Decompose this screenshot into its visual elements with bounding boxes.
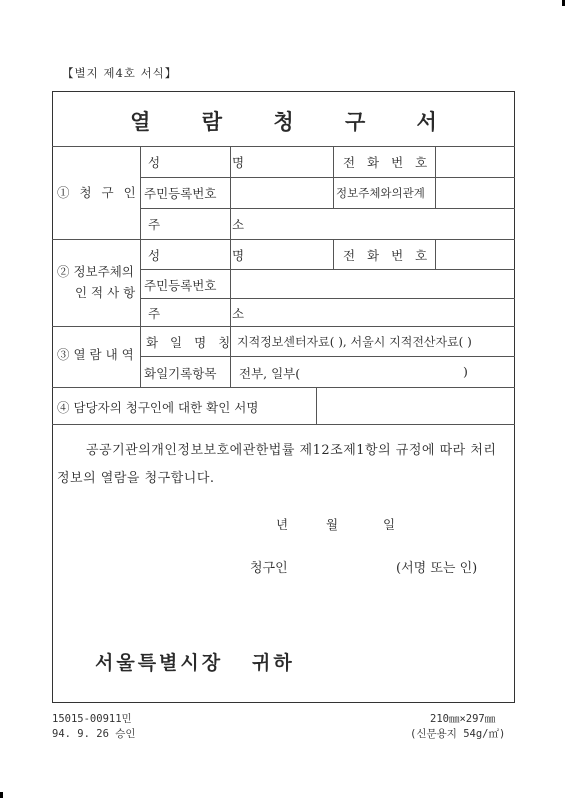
date-month: 월	[326, 517, 339, 532]
file-items-close: )	[463, 364, 468, 379]
table-rule	[140, 146, 141, 387]
requester-relation-label: 정보주체와의관계	[336, 186, 425, 200]
footer-form-code: 15015-00911민	[52, 713, 132, 725]
table-rule	[52, 239, 515, 240]
body-text-line1: 공공기관의개인정보보호에관한법률 제12조제1항의 규정에 따라 처리	[86, 443, 497, 458]
table-rule	[435, 239, 436, 269]
contents-section-label: ③ 열 람 내 역	[57, 347, 134, 362]
table-rule	[52, 146, 515, 147]
file-items-value: 전부, 일부(	[239, 366, 301, 381]
corner-mark-bottom-left	[0, 792, 3, 798]
requester-id-label: 주민등록번호	[144, 186, 217, 201]
requester-phone-label: 전 화 번 호	[343, 155, 432, 170]
footer-paper-size: 210㎜×297㎜	[430, 713, 496, 725]
footer-paper-type: (신문용지 54g/㎡)	[410, 728, 506, 740]
form-label: 【별지 제4호 서식】	[62, 66, 178, 80]
file-items-label: 화일기록항목	[144, 366, 217, 381]
confirm-section-label: ④ 담당자의 청구인에 대한 확인 서명	[57, 400, 259, 415]
table-rule	[52, 326, 515, 327]
signature-hint: (서명 또는 인)	[396, 561, 478, 576]
file-name-value: 지적정보센터자료( ), 서울시 지적전산자료( )	[237, 335, 472, 349]
subject-phone-label: 전 화 번 호	[343, 248, 432, 263]
file-name-label: 화 일 명 칭	[146, 335, 235, 350]
footer-approval-date: 94. 9. 26 승인	[52, 728, 136, 740]
body-text-line2: 정보의 열람을 청구합니다.	[57, 471, 215, 486]
table-rule	[333, 146, 334, 208]
subject-name-label: 성 명	[148, 248, 279, 263]
subject-section-label-line1: ② 정보주체의	[57, 264, 134, 279]
requester-address-label: 주 소	[148, 217, 279, 232]
subject-section-label-line2: 인 적 사 항	[75, 285, 136, 300]
table-rule	[316, 387, 317, 424]
form-title: 열 람 청 구 서	[130, 109, 459, 134]
table-rule	[140, 298, 515, 299]
subject-id-label: 주민등록번호	[144, 278, 217, 293]
table-rule	[52, 387, 515, 388]
addressee: 서울특별시장 귀하	[95, 652, 295, 674]
requester-name-label: 성 명	[148, 155, 279, 170]
table-rule	[333, 239, 334, 269]
table-rule	[140, 208, 515, 209]
table-rule	[435, 146, 436, 208]
corner-mark-top-right	[562, 0, 565, 6]
table-rule	[52, 424, 515, 425]
table-rule	[140, 269, 515, 270]
subject-address-label: 주 소	[148, 306, 279, 321]
date-year: 년	[276, 517, 289, 532]
date-day: 일	[383, 517, 396, 532]
table-rule	[140, 177, 515, 178]
signature-requester-label: 청구인	[250, 561, 288, 576]
table-rule	[140, 356, 515, 357]
requester-section-label: ① 청 구 인	[57, 185, 139, 200]
